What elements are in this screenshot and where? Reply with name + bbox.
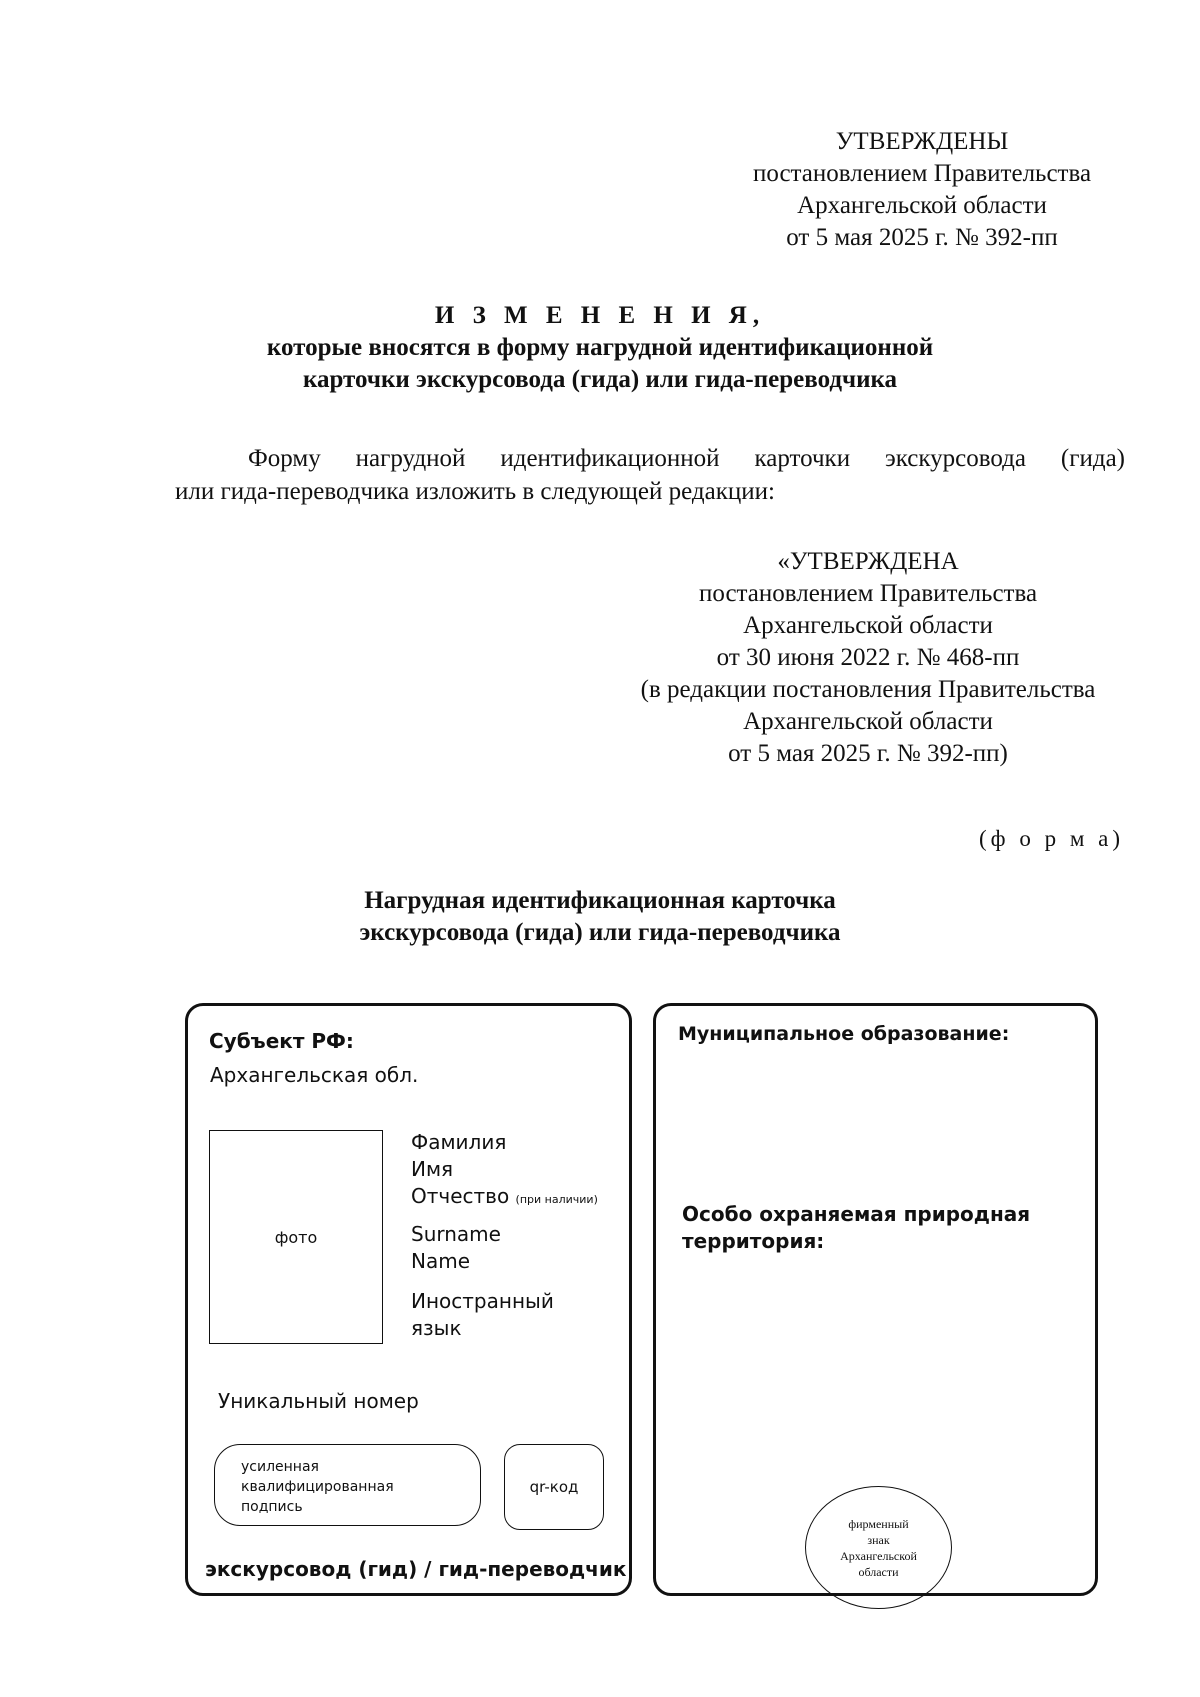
qr-code-box — [504, 1444, 604, 1530]
approval-form-line: (в редакции постановления Правительства — [640, 676, 1096, 703]
photo-placeholder — [209, 1130, 383, 1344]
signature-text: усиленная — [241, 1459, 319, 1475]
signature-box — [214, 1444, 481, 1526]
approval-top-line: Архангельской области — [797, 192, 1047, 219]
card-title-line: Нагрудная идентификационная карточка — [364, 887, 836, 914]
approval-top-heading: УТВЕРЖДЕНЫ — [835, 128, 1009, 155]
paragraph-line: или гида-переводчика изложить в следующей редакции: — [175, 478, 775, 505]
card-title — [0, 885, 1200, 949]
approval-form-line: Архангельской области — [743, 612, 993, 639]
signature-text: подпись — [241, 1499, 303, 1515]
role-label: экскурсовод (гид) / гид-переводчик — [205, 1557, 627, 1581]
paragraph-line: Форму нагрудной идентификационной карточки экскурсовода (гида) — [248, 445, 1125, 472]
foreign-language-label: язык — [411, 1316, 462, 1340]
changes-subtitle: которые вносятся в форму нагрудной идентификационной — [266, 334, 934, 361]
id-card-front — [185, 1003, 632, 1596]
approval-form-line: постановлением Правительства — [698, 580, 1038, 607]
municipality-label: Муниципальное образование: — [678, 1023, 1010, 1045]
patronymic-label — [411, 1183, 598, 1213]
changes-heading: И З М Е Н Е Н И Я, — [434, 302, 766, 329]
emblem-text: области — [858, 1564, 899, 1579]
patronymic-text: Отчество — [411, 1184, 510, 1208]
unique-number-label: Уникальный номер — [218, 1389, 419, 1413]
approval-form-line: от 5 мая 2025 г. № 392-пп) — [728, 740, 1008, 767]
approval-block-top — [727, 126, 1117, 254]
approval-form-line: от 30 июня 2022 г. № 468-пп — [716, 644, 1020, 671]
emblem-circle — [805, 1486, 952, 1609]
subject-label: Субъект РФ: — [209, 1029, 354, 1053]
qr-code-label: qr-код — [529, 1478, 579, 1496]
form-label: (ф о р м а) — [979, 826, 1124, 851]
surname-ru-label: Фамилия — [411, 1130, 507, 1154]
emblem-text: фирменный — [848, 1516, 909, 1531]
emblem-text: знак — [867, 1532, 890, 1547]
approval-block-form — [603, 546, 1133, 770]
signature-text: квалифицированная — [241, 1479, 394, 1495]
id-card-back — [653, 1003, 1098, 1596]
subject-value: Архангельская обл. — [210, 1063, 419, 1087]
approval-top-line: постановлением Правительства — [752, 160, 1092, 187]
photo-label: фото — [274, 1227, 318, 1247]
name-ru-label: Имя — [411, 1157, 454, 1181]
body-paragraph — [175, 442, 1125, 508]
name-en-label: Name — [411, 1249, 471, 1273]
approval-top-date: от 5 мая 2025 г. № 392-пп — [786, 224, 1058, 251]
changes-subtitle: карточки экскурсовода (гида) или гида-переводчика — [302, 366, 898, 393]
protected-area-label: территория: — [682, 1229, 825, 1253]
changes-title-block — [0, 300, 1200, 396]
foreign-language-label: Иностранный — [411, 1289, 554, 1313]
protected-area-label: Особо охраняемая природная — [682, 1202, 1031, 1226]
surname-en-label: Surname — [411, 1222, 501, 1246]
patronymic-note: (при наличии) — [515, 1193, 598, 1206]
emblem-text: Архангельской — [840, 1548, 917, 1563]
approval-form-heading: «УТВЕРЖДЕНА — [777, 548, 959, 575]
card-title-line: экскурсовода (гида) или гида-переводчика — [359, 919, 841, 946]
approval-form-line: Архангельской области — [743, 708, 993, 735]
